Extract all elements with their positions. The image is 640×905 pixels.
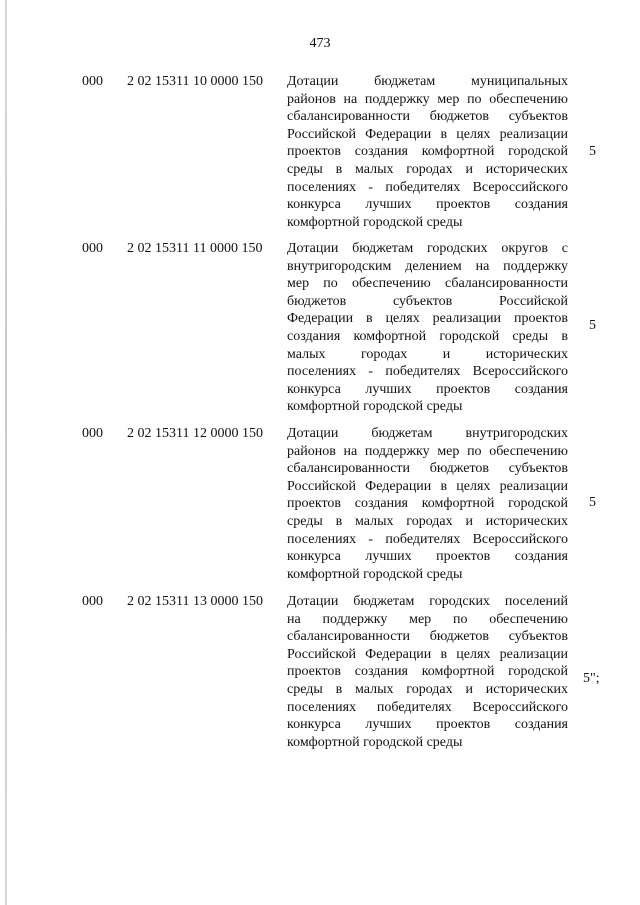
description-line: Российской Федерации в целях реализации <box>287 126 568 142</box>
revenue-description <box>287 73 568 231</box>
description-line: конкурса лучших проектов создания <box>287 381 568 397</box>
description-line: конкурса лучших проектов создания <box>287 197 568 213</box>
description-line: Дотации бюджетам городских округов с <box>287 241 568 256</box>
revenue-description <box>287 425 568 583</box>
budget-classification-code: 2 02 15311 13 0000 150 <box>127 594 263 609</box>
description-line: комфортной городской среды <box>287 214 463 230</box>
admin-code: 000 <box>82 74 103 89</box>
description-line: районов на поддержку мер по обеспечению <box>287 443 568 459</box>
description-line: Дотации бюджетам городских поселений <box>287 594 568 609</box>
description-line: проектов создания комфортной городской <box>287 496 568 512</box>
budget-classification-code: 2 02 15311 11 0000 150 <box>127 241 263 256</box>
description-line: районов на поддержку мер по обеспечению <box>287 91 568 107</box>
admin-code: 000 <box>82 594 103 609</box>
amount-value: 5 <box>589 495 596 510</box>
page-number: 473 <box>309 36 331 51</box>
description-line: сбалансированности бюджетов субъектов <box>287 109 568 125</box>
description-line: конкурса лучших проектов создания <box>287 717 568 733</box>
description-line: сбалансированности бюджетов субъектов <box>287 629 568 645</box>
description-line: сбалансированности бюджетов субъектов <box>287 461 568 477</box>
amount-value: 5 <box>589 144 596 159</box>
description-line: проектов создания комфортной городской <box>287 664 568 680</box>
description-line: Российской Федерации в целях реализации <box>287 646 568 662</box>
description-line: комфортной городской среды <box>287 399 463 415</box>
description-line: комфортной городской среды <box>287 566 463 582</box>
description-line: конкурса лучших проектов создания <box>287 549 568 565</box>
description-line: Федерации в целях реализации проектов <box>287 311 568 327</box>
admin-code: 000 <box>82 426 103 441</box>
revenue-description <box>287 593 568 751</box>
amount-value: 5"; <box>583 671 600 686</box>
scan-edge-shadow <box>5 0 7 905</box>
description-line: среды в малых городах и исторических <box>287 161 568 177</box>
description-line: поселениях - победителях Всероссийского <box>287 179 568 195</box>
description-line: Российской Федерации в целях реализации <box>287 478 568 494</box>
revenue-description <box>287 240 568 416</box>
description-line: поселениях - победителях Всероссийского <box>287 364 568 380</box>
description-line: малых городах и исторических <box>287 346 568 362</box>
description-line: поселениях - победителях Всероссийского <box>287 531 568 547</box>
amount-value: 5 <box>589 318 596 333</box>
description-line: среды в малых городах и исторических <box>287 513 568 529</box>
budget-classification-code: 2 02 15311 12 0000 150 <box>127 426 263 441</box>
description-line: создания комфортной городской среды в <box>287 328 568 344</box>
description-line: Дотации бюджетам муниципальных <box>287 74 568 89</box>
description-line: Дотации бюджетам внутригородских <box>287 426 568 441</box>
description-line: комфортной городской среды <box>287 734 463 750</box>
description-line: проектов создания комфортной городской <box>287 144 568 160</box>
description-line: мер по обеспечению сбалансированности <box>287 276 568 292</box>
admin-code: 000 <box>82 241 103 256</box>
description-line: среды в малых городах и исторических <box>287 681 568 697</box>
description-line: бюджетов субъектов Российской <box>287 293 568 309</box>
description-line: на поддержку мер по обеспечению <box>287 611 568 627</box>
description-line: поселениях победителях Всероссийского <box>287 699 568 715</box>
description-line: внутригородским делением на поддержку <box>287 258 568 274</box>
budget-classification-code: 2 02 15311 10 0000 150 <box>127 74 263 89</box>
